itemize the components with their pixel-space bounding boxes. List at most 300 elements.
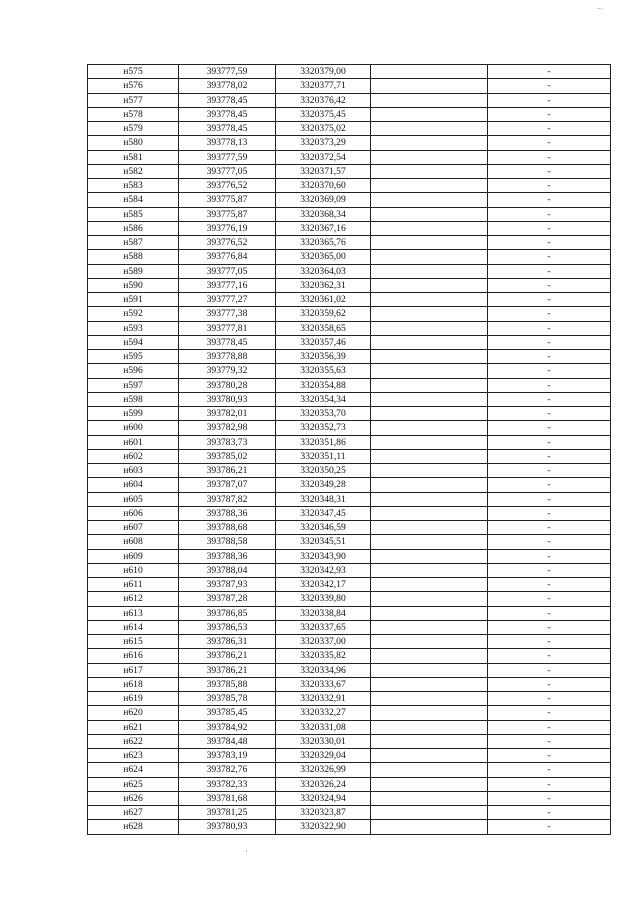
note-cell: -	[488, 706, 611, 720]
table-row	[88, 806, 611, 820]
note-cell: -	[488, 506, 611, 520]
point-id-cell: н580	[88, 136, 179, 150]
table-row	[88, 107, 611, 121]
description-cell	[371, 506, 488, 520]
x-coordinate-cell: 393782,98	[179, 421, 276, 435]
y-coordinate-cell: 3320329,04	[276, 749, 371, 763]
y-coordinate-cell: 3320356,39	[276, 350, 371, 364]
description-cell	[371, 65, 488, 79]
point-id-cell: н608	[88, 535, 179, 549]
x-coordinate-cell: 393788,36	[179, 549, 276, 563]
note-cell: -	[488, 435, 611, 449]
x-coordinate-cell: 393785,45	[179, 706, 276, 720]
description-cell	[371, 236, 488, 250]
x-coordinate-cell: 393780,28	[179, 378, 276, 392]
description-cell	[371, 806, 488, 820]
y-coordinate-cell: 3320350,25	[276, 464, 371, 478]
x-coordinate-cell: 393778,13	[179, 136, 276, 150]
point-id-cell: н620	[88, 706, 179, 720]
table-row	[88, 492, 611, 506]
description-cell	[371, 350, 488, 364]
y-coordinate-cell: 3320365,00	[276, 250, 371, 264]
point-id-cell: н624	[88, 763, 179, 777]
x-coordinate-cell: 393778,88	[179, 350, 276, 364]
table-row	[88, 150, 611, 164]
note-cell: -	[488, 606, 611, 620]
note-cell: -	[488, 179, 611, 193]
y-coordinate-cell: 3320354,88	[276, 378, 371, 392]
table-row	[88, 250, 611, 264]
description-cell	[371, 364, 488, 378]
page-corner-mark: ...	[597, 3, 603, 11]
table-row	[88, 193, 611, 207]
point-id-cell: н585	[88, 207, 179, 221]
y-coordinate-cell: 3320337,00	[276, 635, 371, 649]
y-coordinate-cell: 3320339,80	[276, 592, 371, 606]
point-id-cell: н601	[88, 435, 179, 449]
y-coordinate-cell: 3320332,91	[276, 692, 371, 706]
description-cell	[371, 107, 488, 121]
note-cell: -	[488, 407, 611, 421]
point-id-cell: н613	[88, 606, 179, 620]
description-cell	[371, 307, 488, 321]
point-id-cell: н616	[88, 649, 179, 663]
y-coordinate-cell: 3320372,54	[276, 150, 371, 164]
note-cell: -	[488, 749, 611, 763]
x-coordinate-cell: 393784,92	[179, 720, 276, 734]
y-coordinate-cell: 3320358,65	[276, 321, 371, 335]
note-cell: -	[488, 250, 611, 264]
description-cell	[371, 649, 488, 663]
table-row	[88, 635, 611, 649]
x-coordinate-cell: 393788,04	[179, 563, 276, 577]
y-coordinate-cell: 3320333,67	[276, 677, 371, 691]
note-cell: -	[488, 806, 611, 820]
x-coordinate-cell: 393776,84	[179, 250, 276, 264]
description-cell	[371, 93, 488, 107]
point-id-cell: н603	[88, 464, 179, 478]
y-coordinate-cell: 3320335,82	[276, 649, 371, 663]
table-row	[88, 706, 611, 720]
table-row	[88, 535, 611, 549]
y-coordinate-cell: 3320377,71	[276, 79, 371, 93]
table-row	[88, 435, 611, 449]
y-coordinate-cell: 3320367,16	[276, 221, 371, 235]
x-coordinate-cell: 393777,81	[179, 321, 276, 335]
point-id-cell: н597	[88, 378, 179, 392]
note-cell: -	[488, 578, 611, 592]
x-coordinate-cell: 393777,05	[179, 164, 276, 178]
table-row	[88, 421, 611, 435]
point-id-cell: н623	[88, 749, 179, 763]
table-row	[88, 549, 611, 563]
note-cell: -	[488, 692, 611, 706]
table-row	[88, 592, 611, 606]
note-cell: -	[488, 278, 611, 292]
y-coordinate-cell: 3320330,01	[276, 734, 371, 748]
point-id-cell: н615	[88, 635, 179, 649]
y-coordinate-cell: 3320353,70	[276, 407, 371, 421]
point-id-cell: н605	[88, 492, 179, 506]
table-row	[88, 221, 611, 235]
y-coordinate-cell: 3320334,96	[276, 663, 371, 677]
y-coordinate-cell: 3320368,34	[276, 207, 371, 221]
table-row	[88, 378, 611, 392]
point-id-cell: н588	[88, 250, 179, 264]
x-coordinate-cell: 393786,53	[179, 620, 276, 634]
description-cell	[371, 164, 488, 178]
description-cell	[371, 706, 488, 720]
note-cell: -	[488, 107, 611, 121]
x-coordinate-cell: 393786,21	[179, 464, 276, 478]
note-cell: -	[488, 364, 611, 378]
description-cell	[371, 264, 488, 278]
point-id-cell: н610	[88, 563, 179, 577]
y-coordinate-cell: 3320361,02	[276, 293, 371, 307]
x-coordinate-cell: 393786,21	[179, 663, 276, 677]
x-coordinate-cell: 393786,85	[179, 606, 276, 620]
y-coordinate-cell: 3320342,93	[276, 563, 371, 577]
table-row	[88, 350, 611, 364]
description-cell	[371, 592, 488, 606]
point-id-cell: н584	[88, 193, 179, 207]
note-cell: -	[488, 478, 611, 492]
description-cell	[371, 193, 488, 207]
point-id-cell: н578	[88, 107, 179, 121]
y-coordinate-cell: 3320347,45	[276, 506, 371, 520]
description-cell	[371, 449, 488, 463]
y-coordinate-cell: 3320364,03	[276, 264, 371, 278]
y-coordinate-cell: 3320365,76	[276, 236, 371, 250]
note-cell: -	[488, 93, 611, 107]
x-coordinate-cell: 393788,36	[179, 506, 276, 520]
point-id-cell: н606	[88, 506, 179, 520]
point-id-cell: н618	[88, 677, 179, 691]
x-coordinate-cell: 393783,73	[179, 435, 276, 449]
y-coordinate-cell: 3320362,31	[276, 278, 371, 292]
note-cell: -	[488, 378, 611, 392]
table-row	[88, 606, 611, 620]
note-cell: -	[488, 535, 611, 549]
description-cell	[371, 692, 488, 706]
note-cell: -	[488, 79, 611, 93]
x-coordinate-cell: 393787,82	[179, 492, 276, 506]
table-row	[88, 777, 611, 791]
x-coordinate-cell: 393780,93	[179, 820, 276, 834]
note-cell: -	[488, 820, 611, 834]
table-row	[88, 321, 611, 335]
table-row	[88, 692, 611, 706]
y-coordinate-cell: 3320326,99	[276, 763, 371, 777]
point-id-cell: н614	[88, 620, 179, 634]
point-id-cell: н611	[88, 578, 179, 592]
y-coordinate-cell: 3320373,29	[276, 136, 371, 150]
description-cell	[371, 221, 488, 235]
table-row	[88, 207, 611, 221]
description-cell	[371, 606, 488, 620]
y-coordinate-cell: 3320369,09	[276, 193, 371, 207]
table-row	[88, 620, 611, 634]
point-id-cell: н591	[88, 293, 179, 307]
x-coordinate-cell: 393777,27	[179, 293, 276, 307]
description-cell	[371, 321, 488, 335]
y-coordinate-cell: 3320324,94	[276, 791, 371, 805]
description-cell	[371, 136, 488, 150]
description-cell	[371, 378, 488, 392]
x-coordinate-cell: 393787,93	[179, 578, 276, 592]
note-cell: -	[488, 620, 611, 634]
x-coordinate-cell: 393786,21	[179, 649, 276, 663]
table-row	[88, 677, 611, 691]
x-coordinate-cell: 393788,68	[179, 521, 276, 535]
note-cell: -	[488, 777, 611, 791]
description-cell	[371, 122, 488, 136]
note-cell: -	[488, 264, 611, 278]
description-cell	[371, 435, 488, 449]
description-cell	[371, 563, 488, 577]
description-cell	[371, 407, 488, 421]
table-row	[88, 335, 611, 349]
description-cell	[371, 392, 488, 406]
point-id-cell: н589	[88, 264, 179, 278]
table-row	[88, 264, 611, 278]
point-id-cell: н587	[88, 236, 179, 250]
note-cell: -	[488, 663, 611, 677]
table-row	[88, 506, 611, 520]
y-coordinate-cell: 3320323,87	[276, 806, 371, 820]
description-cell	[371, 720, 488, 734]
note-cell: -	[488, 293, 611, 307]
description-cell	[371, 663, 488, 677]
note-cell: -	[488, 521, 611, 535]
x-coordinate-cell: 393785,02	[179, 449, 276, 463]
y-coordinate-cell: 3320332,27	[276, 706, 371, 720]
table-row	[88, 820, 611, 834]
x-coordinate-cell: 393777,38	[179, 307, 276, 321]
y-coordinate-cell: 3320352,73	[276, 421, 371, 435]
x-coordinate-cell: 393785,78	[179, 692, 276, 706]
point-id-cell: н590	[88, 278, 179, 292]
table-row	[88, 364, 611, 378]
description-cell	[371, 492, 488, 506]
table-row	[88, 649, 611, 663]
point-id-cell: н604	[88, 478, 179, 492]
note-cell: -	[488, 791, 611, 805]
point-id-cell: н577	[88, 93, 179, 107]
y-coordinate-cell: 3320345,51	[276, 535, 371, 549]
y-coordinate-cell: 3320338,84	[276, 606, 371, 620]
table-row	[88, 293, 611, 307]
table-row	[88, 563, 611, 577]
x-coordinate-cell: 393776,52	[179, 179, 276, 193]
point-id-cell: н598	[88, 392, 179, 406]
point-id-cell: н625	[88, 777, 179, 791]
x-coordinate-cell: 393785,88	[179, 677, 276, 691]
description-cell	[371, 749, 488, 763]
note-cell: -	[488, 321, 611, 335]
note-cell: -	[488, 221, 611, 235]
note-cell: -	[488, 734, 611, 748]
table-row	[88, 464, 611, 478]
note-cell: -	[488, 164, 611, 178]
y-coordinate-cell: 3320351,86	[276, 435, 371, 449]
point-id-cell: н622	[88, 734, 179, 748]
table-row	[88, 93, 611, 107]
x-coordinate-cell: 393782,33	[179, 777, 276, 791]
note-cell: -	[488, 350, 611, 364]
y-coordinate-cell: 3320379,00	[276, 65, 371, 79]
x-coordinate-cell: 393778,45	[179, 93, 276, 107]
point-id-cell: н607	[88, 521, 179, 535]
description-cell	[371, 635, 488, 649]
note-cell: -	[488, 193, 611, 207]
note-cell: -	[488, 635, 611, 649]
table-row	[88, 278, 611, 292]
x-coordinate-cell: 393781,68	[179, 791, 276, 805]
description-cell	[371, 578, 488, 592]
note-cell: -	[488, 763, 611, 777]
y-coordinate-cell: 3320375,02	[276, 122, 371, 136]
note-cell: -	[488, 449, 611, 463]
description-cell	[371, 763, 488, 777]
description-cell	[371, 278, 488, 292]
note-cell: -	[488, 649, 611, 663]
table-row	[88, 65, 611, 79]
y-coordinate-cell: 3320346,59	[276, 521, 371, 535]
table-row	[88, 307, 611, 321]
point-id-cell: н595	[88, 350, 179, 364]
description-cell	[371, 549, 488, 563]
y-coordinate-cell: 3320351,11	[276, 449, 371, 463]
x-coordinate-cell: 393788,58	[179, 535, 276, 549]
note-cell: -	[488, 307, 611, 321]
description-cell	[371, 250, 488, 264]
x-coordinate-cell: 393777,59	[179, 150, 276, 164]
point-id-cell: н583	[88, 179, 179, 193]
point-id-cell: н596	[88, 364, 179, 378]
y-coordinate-cell: 3320355,63	[276, 364, 371, 378]
y-coordinate-cell: 3320375,45	[276, 107, 371, 121]
x-coordinate-cell: 393778,45	[179, 335, 276, 349]
note-cell: -	[488, 65, 611, 79]
scan-mark	[246, 850, 247, 852]
point-id-cell: н619	[88, 692, 179, 706]
table-row	[88, 720, 611, 734]
note-cell: -	[488, 207, 611, 221]
x-coordinate-cell: 393775,87	[179, 207, 276, 221]
x-coordinate-cell: 393777,59	[179, 65, 276, 79]
point-id-cell: н609	[88, 549, 179, 563]
y-coordinate-cell: 3320337,65	[276, 620, 371, 634]
y-coordinate-cell: 3320354,34	[276, 392, 371, 406]
description-cell	[371, 293, 488, 307]
x-coordinate-cell: 393782,01	[179, 407, 276, 421]
point-id-cell: н581	[88, 150, 179, 164]
note-cell: -	[488, 464, 611, 478]
description-cell	[371, 335, 488, 349]
x-coordinate-cell: 393781,25	[179, 806, 276, 820]
table-row	[88, 407, 611, 421]
note-cell: -	[488, 236, 611, 250]
description-cell	[371, 464, 488, 478]
description-cell	[371, 421, 488, 435]
x-coordinate-cell: 393783,19	[179, 749, 276, 763]
y-coordinate-cell: 3320326,24	[276, 777, 371, 791]
description-cell	[371, 734, 488, 748]
point-id-cell: н612	[88, 592, 179, 606]
y-coordinate-cell: 3320348,31	[276, 492, 371, 506]
table-row	[88, 179, 611, 193]
y-coordinate-cell: 3320371,57	[276, 164, 371, 178]
point-id-cell: н593	[88, 321, 179, 335]
x-coordinate-cell: 393777,16	[179, 278, 276, 292]
note-cell: -	[488, 720, 611, 734]
description-cell	[371, 791, 488, 805]
x-coordinate-cell: 393775,87	[179, 193, 276, 207]
y-coordinate-cell: 3320349,28	[276, 478, 371, 492]
x-coordinate-cell: 393778,45	[179, 107, 276, 121]
description-cell	[371, 820, 488, 834]
table-row	[88, 392, 611, 406]
table-row	[88, 122, 611, 136]
point-id-cell: н628	[88, 820, 179, 834]
table-row	[88, 236, 611, 250]
table-row	[88, 521, 611, 535]
description-cell	[371, 179, 488, 193]
x-coordinate-cell: 393776,19	[179, 221, 276, 235]
coordinates-table	[87, 64, 611, 835]
point-id-cell: н586	[88, 221, 179, 235]
description-cell	[371, 79, 488, 93]
point-id-cell: н600	[88, 421, 179, 435]
table-row	[88, 449, 611, 463]
x-coordinate-cell: 393777,05	[179, 264, 276, 278]
x-coordinate-cell: 393782,76	[179, 763, 276, 777]
note-cell: -	[488, 563, 611, 577]
note-cell: -	[488, 392, 611, 406]
y-coordinate-cell: 3320342,17	[276, 578, 371, 592]
point-id-cell: н575	[88, 65, 179, 79]
x-coordinate-cell: 393776,52	[179, 236, 276, 250]
note-cell: -	[488, 136, 611, 150]
point-id-cell: н627	[88, 806, 179, 820]
table-row	[88, 791, 611, 805]
note-cell: -	[488, 677, 611, 691]
point-id-cell: н594	[88, 335, 179, 349]
description-cell	[371, 777, 488, 791]
x-coordinate-cell: 393786,31	[179, 635, 276, 649]
y-coordinate-cell: 3320357,46	[276, 335, 371, 349]
note-cell: -	[488, 549, 611, 563]
description-cell	[371, 620, 488, 634]
note-cell: -	[488, 335, 611, 349]
description-cell	[371, 535, 488, 549]
table-row	[88, 79, 611, 93]
x-coordinate-cell: 393778,02	[179, 79, 276, 93]
table-row	[88, 663, 611, 677]
x-coordinate-cell: 393778,45	[179, 122, 276, 136]
y-coordinate-cell: 3320331,08	[276, 720, 371, 734]
description-cell	[371, 207, 488, 221]
table-row	[88, 578, 611, 592]
note-cell: -	[488, 150, 611, 164]
x-coordinate-cell: 393784,48	[179, 734, 276, 748]
note-cell: -	[488, 421, 611, 435]
point-id-cell: н599	[88, 407, 179, 421]
point-id-cell: н602	[88, 449, 179, 463]
y-coordinate-cell: 3320370,60	[276, 179, 371, 193]
point-id-cell: н579	[88, 122, 179, 136]
